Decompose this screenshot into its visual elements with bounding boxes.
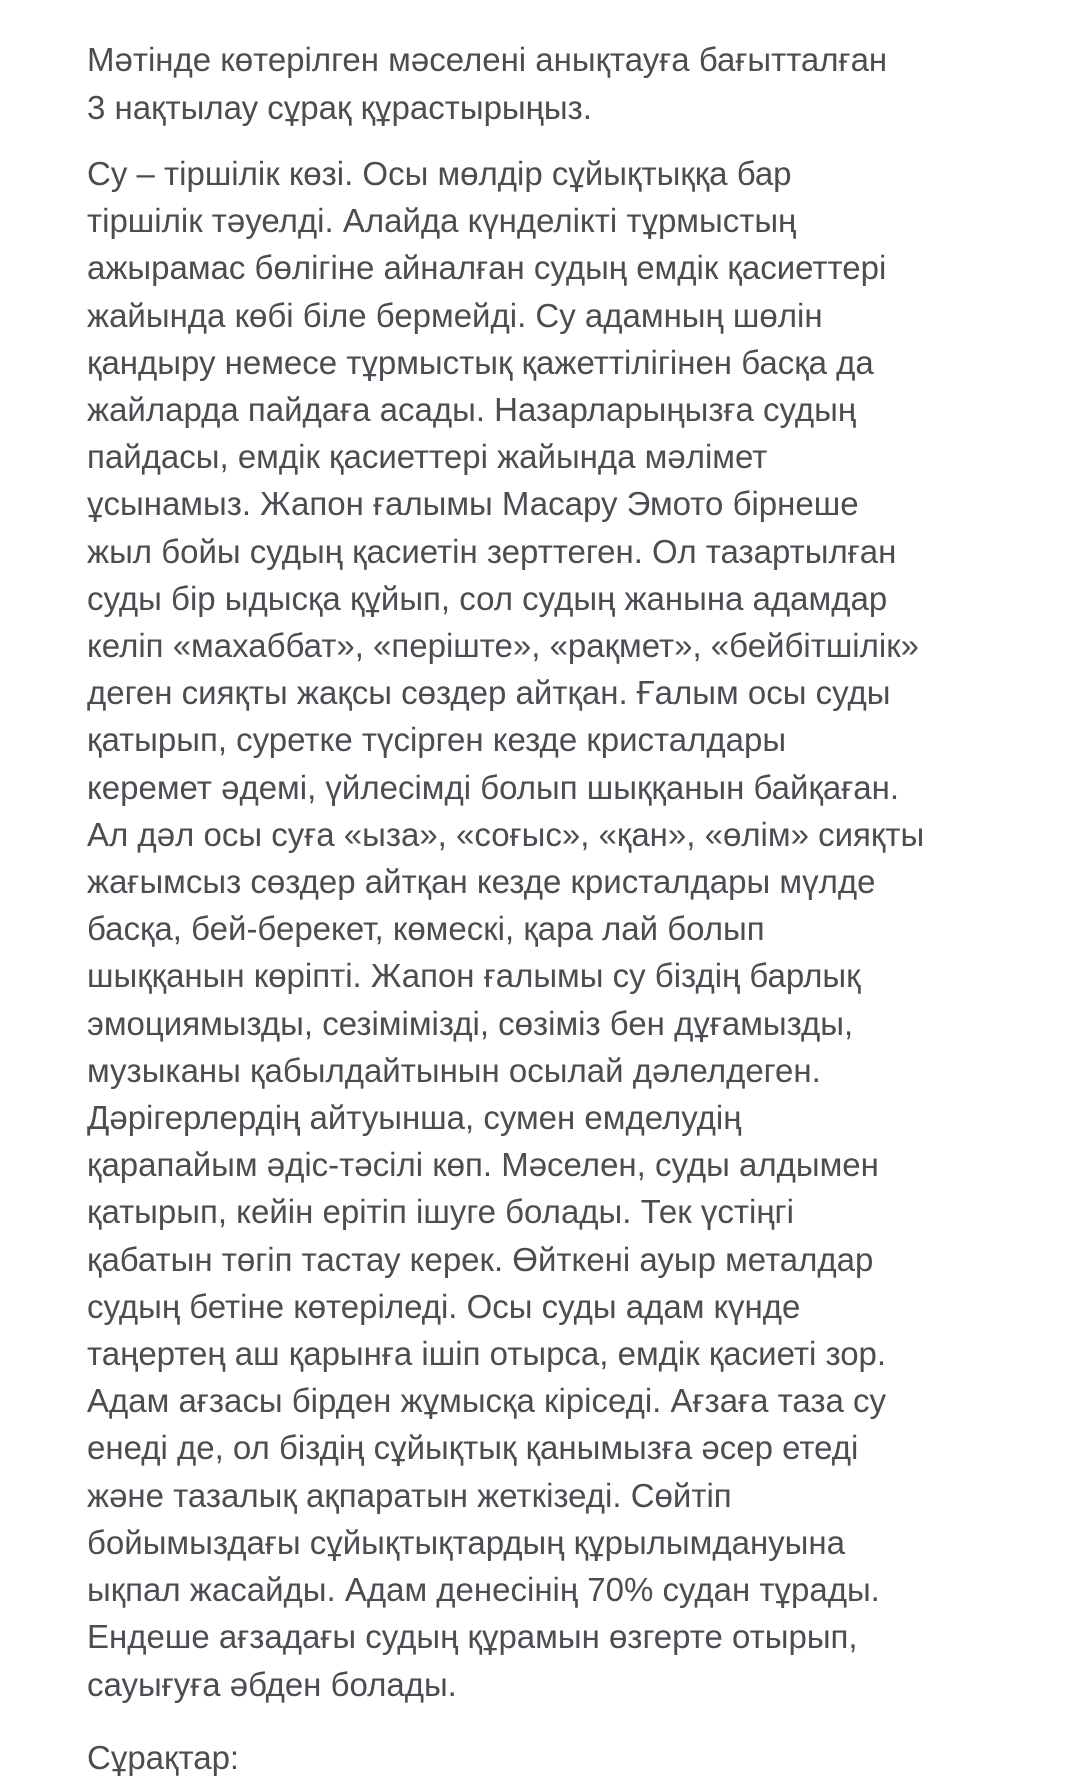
passage-line: ажырамас бөлігіне айналған судың емдік қасиеттері	[87, 249, 887, 287]
passage-line: жағымсыз сөздер айтқан кезде кристалдары мүлде	[87, 863, 876, 901]
passage-line: қатырып, кейін ерітіп ішуге болады. Тек үстіңгі	[87, 1193, 794, 1231]
passage-line: керемет әдемі, үйлесімді болып шыққанын байқаған.	[87, 768, 900, 806]
passage-line: тіршілік тәуелді. Алайда күнделікті тұрмыстың	[87, 202, 797, 240]
passage-line: ықпал жасайды. Адам денесінің 70% судан тұрады.	[87, 1571, 880, 1609]
passage-line: жайларда пайдаға асады. Назарларыңызға судың	[87, 391, 857, 429]
passage-line: қатырып, суретке түсірген кезде кристалдары	[87, 721, 787, 759]
passage-line: жайында көбі біле бермейді. Су адамның шөлін	[87, 296, 823, 334]
passage-line: суды бір ыдысқа құйып, сол судың жанына адамдар	[87, 579, 888, 617]
passage-line: бойымыздағы сұйықтықтардың құрылымдануына	[87, 1523, 845, 1561]
passage-line: ұсынамыз. Жапон ғалымы Масару Эмото бірнеше	[87, 485, 859, 523]
passage-line: сауығуға әбден болады.	[87, 1665, 457, 1703]
questions-label: Сұрақтар:	[87, 1738, 240, 1776]
passage-line: басқа, бей-берекет, көмескі, қара лай болып	[87, 910, 765, 948]
task-instruction	[87, 36, 1040, 132]
passage-line: музыканы қабылдайтынын осылай дәлелдеген.	[87, 1051, 821, 1089]
task-line: Мәтінде көтерілген мәселені анықтауға бағытталған	[87, 41, 888, 78]
passage-line: шыққанын көріпті. Жапон ғалымы су біздің барлық	[87, 957, 861, 995]
passage-line: қарапайым әдіс-тәсілі көп. Мәселен, суды алдымен	[87, 1146, 879, 1184]
passage-line: деген сияқты жақсы сөздер айтқан. Ғалым осы суды	[87, 674, 891, 712]
passage-line: келіп «махаббат», «періште», «рақмет», «бейбітшілік»	[87, 627, 920, 665]
passage-line: Ендеше ағзадағы судың құрамын өзгерте отырып,	[87, 1618, 858, 1656]
passage-line: Адам ағзасы бірден жұмысқа кіріседі. Ағзаға таза су	[87, 1382, 886, 1420]
passage-line: енеді де, ол біздің сұйықтық қанымызға әсер етеді	[87, 1429, 859, 1467]
passage-text	[87, 150, 1040, 1708]
passage-line: қандыру немесе тұрмыстық қажеттілігінен басқа да	[87, 343, 874, 381]
task-line: 3 нақтылау сұрақ құрастырыңыз.	[87, 89, 592, 126]
passage-line: қабатын төгіп тастау керек. Өйткені ауыр металдар	[87, 1240, 874, 1278]
passage-line: пайдасы, емдік қасиеттері жайында мәлімет	[87, 438, 768, 476]
passage-line: және тазалық ақпаратын жеткізеді. Сөйтіп	[87, 1476, 732, 1514]
passage-line: эмоциямызды, сезімімізді, сөзіміз бен дұғамызды,	[87, 1004, 854, 1042]
passage-line: таңертең аш қарынға ішіп отырса, емдік қасиеті зор.	[87, 1335, 887, 1373]
passage-line: Су – тіршілік көзі. Осы мөлдір сұйықтыққа бар	[87, 155, 792, 192]
passage-line: судың бетіне көтеріледі. Осы суды адам күнде	[87, 1287, 801, 1325]
passage-line: Дәрігерлердің айтуынша, сумен емделудің	[87, 1099, 742, 1137]
passage-line: жыл бойы судың қасиетін зерттеген. Ол тазартылған	[87, 532, 897, 570]
passage-line: Ал дәл осы суға «ыза», «соғыс», «қан», «өлім» сияқты	[87, 815, 925, 853]
